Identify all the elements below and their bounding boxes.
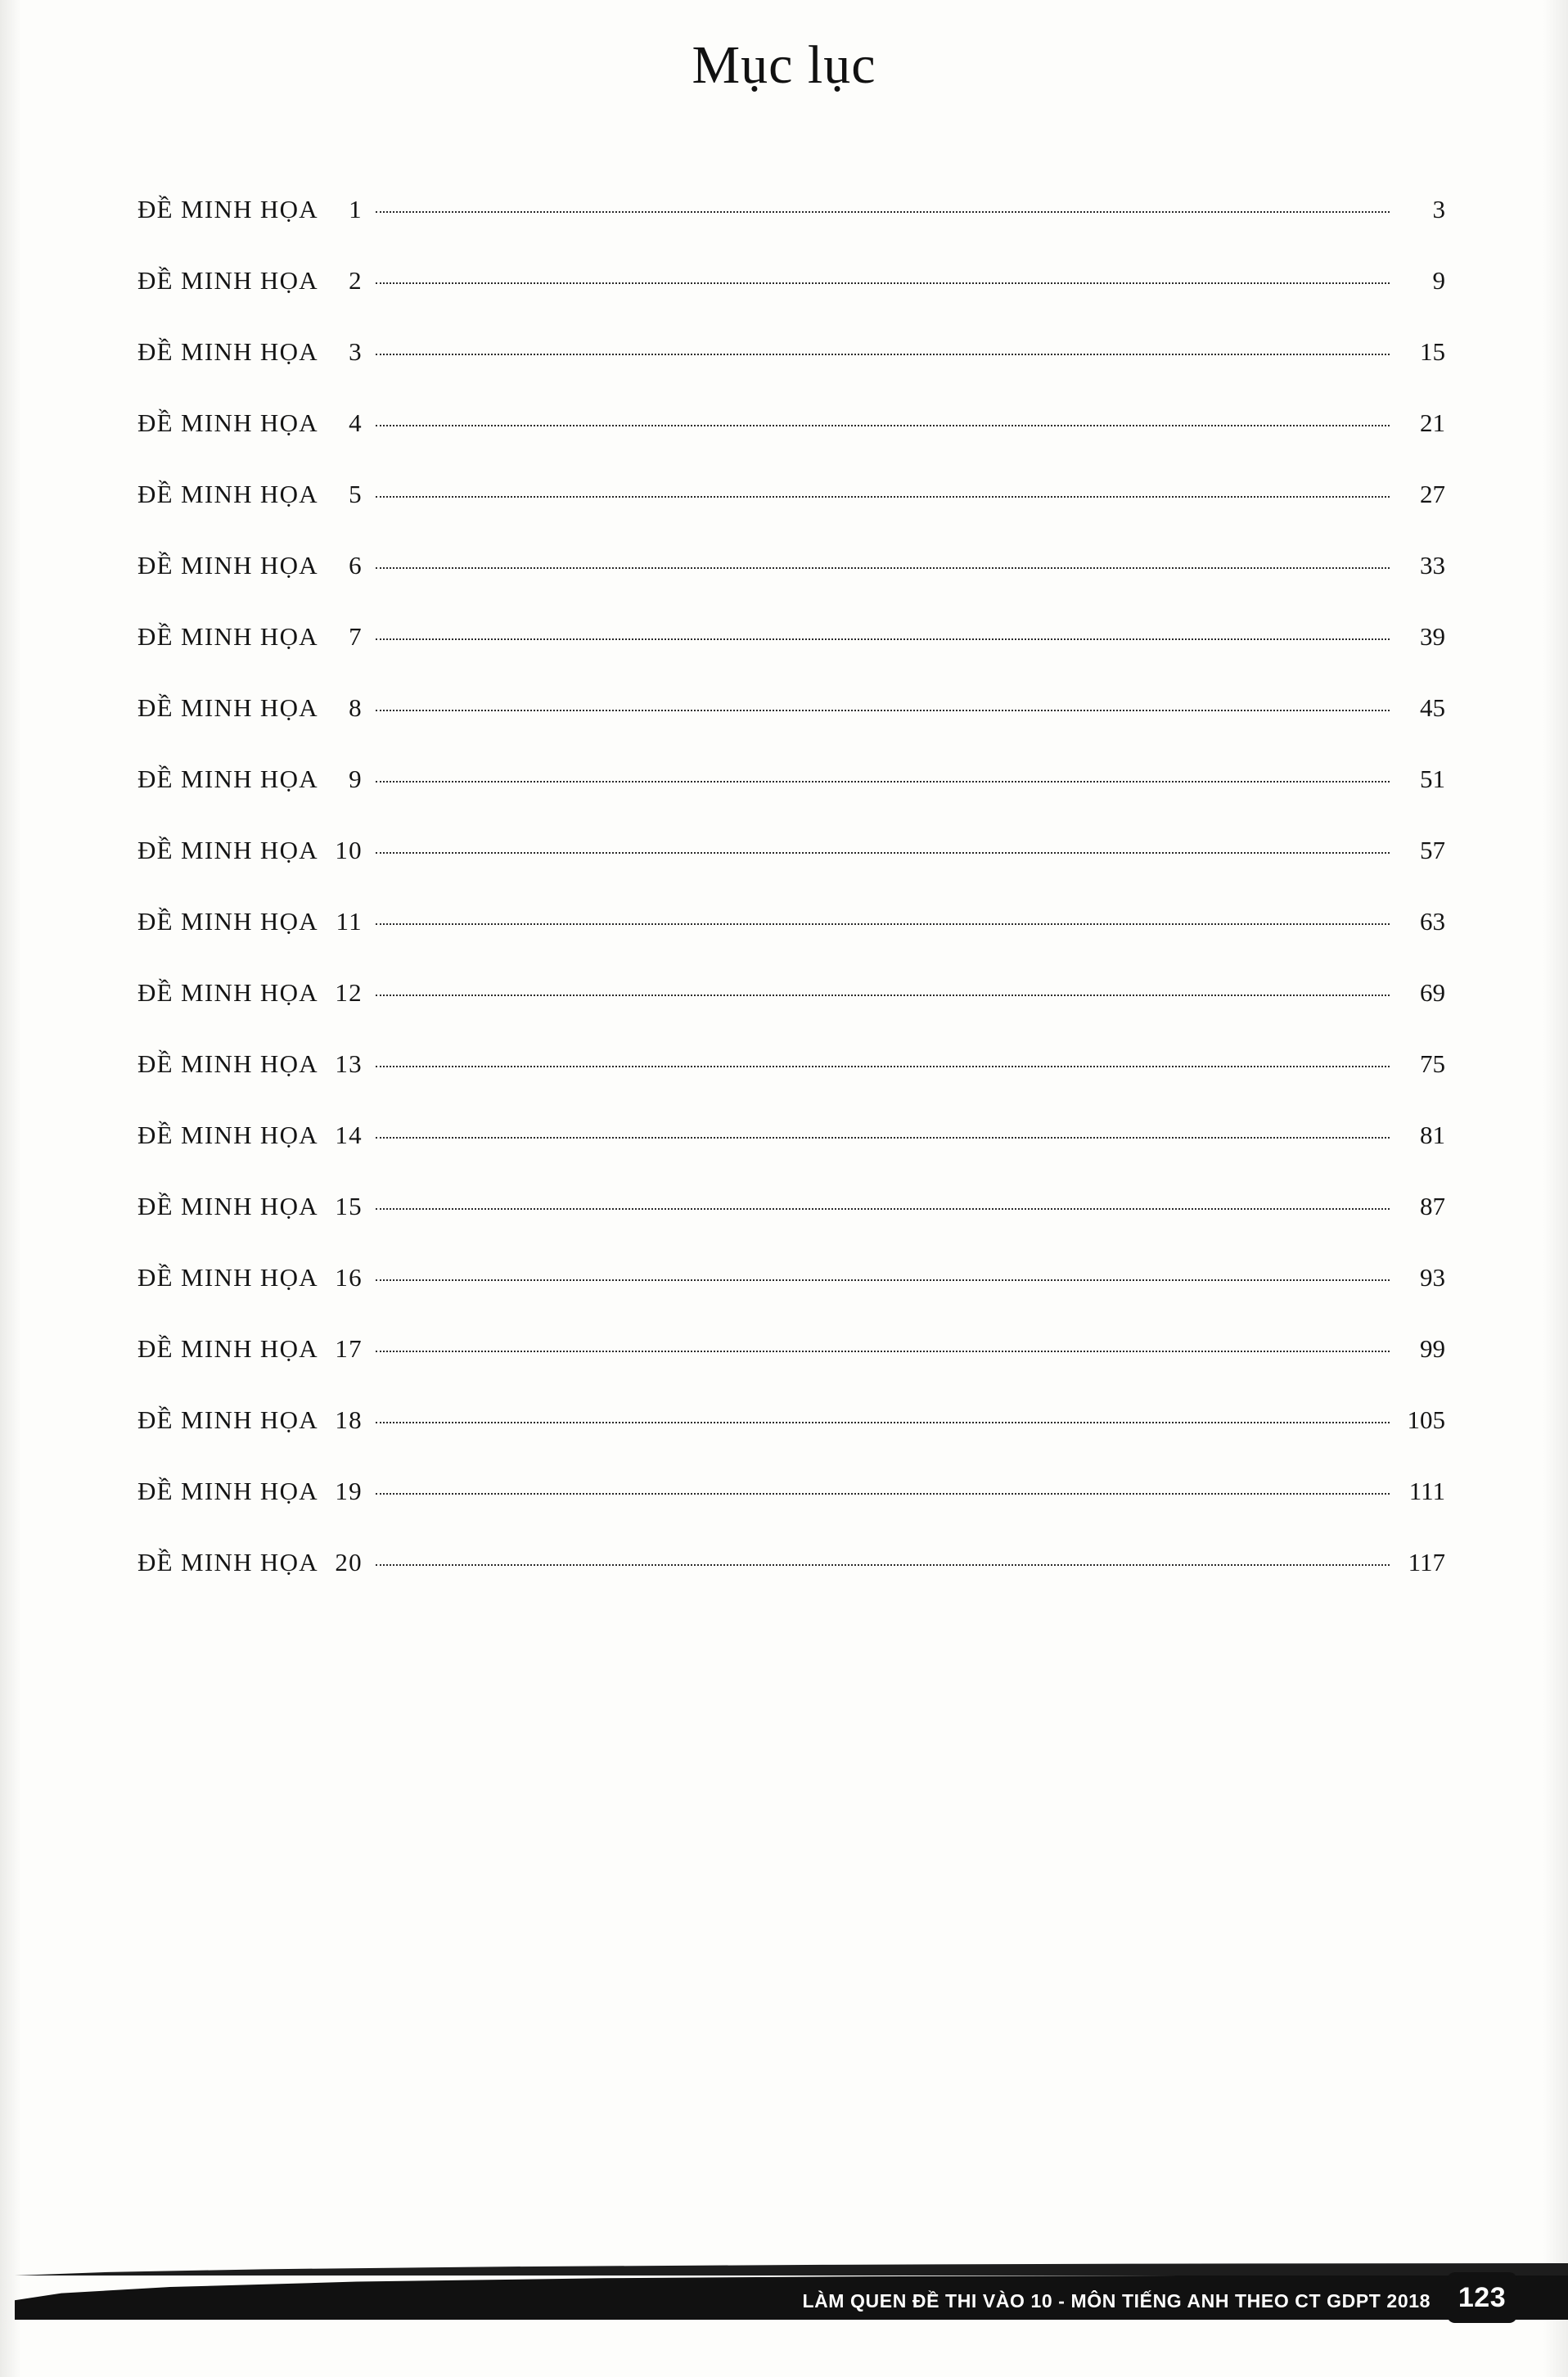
- toc-entry-page: 21: [1420, 408, 1445, 437]
- toc-entry-label: [137, 1192, 363, 1221]
- toc-entry-page: 111: [1408, 1477, 1445, 1505]
- toc-entry-index: 6: [349, 551, 363, 580]
- toc-entry-index: 8: [349, 693, 363, 722]
- toc-entry-title: ĐỀ MINH HỌA: [137, 551, 318, 580]
- toc-entry-title: ĐỀ MINH HỌA: [137, 1121, 318, 1149]
- toc-entry-title: ĐỀ MINH HỌA: [137, 622, 318, 651]
- toc-entry[interactable]: [137, 978, 1445, 1049]
- toc-entry-label: [137, 195, 363, 224]
- toc-dot-leader: [376, 780, 1390, 783]
- toc-dot-leader: [376, 1350, 1390, 1352]
- toc-entry-index: 13: [335, 1049, 363, 1078]
- toc-entry-title: ĐỀ MINH HỌA: [137, 1548, 318, 1576]
- toc-entry-label: [137, 337, 363, 367]
- toc-entry-page: 81: [1420, 1121, 1445, 1149]
- toc-entry[interactable]: [137, 1049, 1445, 1121]
- toc-entry-index: 5: [349, 480, 363, 508]
- toc-dot-leader: [376, 709, 1390, 711]
- toc-entry-title: ĐỀ MINH HỌA: [137, 1334, 318, 1363]
- toc-entry-label: [137, 836, 363, 865]
- toc-dot-leader: [376, 1207, 1390, 1210]
- page-footer: [0, 2241, 1568, 2339]
- toc-dot-leader: [376, 353, 1390, 355]
- toc-entry-index: 14: [335, 1121, 363, 1149]
- toc-entry-title: ĐỀ MINH HỌA: [137, 765, 318, 793]
- toc-entry[interactable]: [137, 836, 1445, 907]
- toc-entry-index: 3: [349, 337, 363, 366]
- toc-entry[interactable]: [137, 765, 1445, 836]
- toc-entry-title: ĐỀ MINH HỌA: [137, 978, 318, 1007]
- toc-entry-label: [137, 978, 363, 1008]
- toc-dot-leader: [376, 1279, 1390, 1281]
- toc-dot-leader: [376, 566, 1390, 569]
- toc-entry-title: ĐỀ MINH HỌA: [137, 337, 318, 366]
- toc-entry-label: [137, 765, 363, 794]
- toc-dot-leader: [376, 851, 1390, 854]
- footer-title: LÀM QUEN ĐỀ THI VÀO 10 - MÔN TIẾNG ANH THEO CT GDPT 2018: [802, 2290, 1431, 2312]
- toc-entry-title: ĐỀ MINH HỌA: [137, 266, 318, 295]
- toc-entry-index: 2: [349, 266, 363, 295]
- toc-entry-index: 1: [349, 195, 363, 223]
- toc-entry-label: [137, 907, 363, 936]
- toc-entry-page: 63: [1420, 907, 1445, 936]
- toc-entry[interactable]: [137, 1121, 1445, 1192]
- toc-entry-page: 69: [1420, 978, 1445, 1007]
- toc-entry-title: ĐỀ MINH HỌA: [137, 1477, 318, 1505]
- toc-entry[interactable]: [137, 693, 1445, 765]
- toc-dot-leader: [376, 1492, 1390, 1495]
- toc-entry-label: [137, 1334, 363, 1364]
- toc-entry-page: 33: [1420, 551, 1445, 580]
- toc-dot-leader: [376, 1563, 1390, 1566]
- toc-entry-index: 9: [349, 765, 363, 793]
- toc-entry-index: 10: [335, 836, 363, 864]
- toc-entry-page: 117: [1408, 1548, 1445, 1576]
- toc-entry-page: 87: [1420, 1192, 1445, 1220]
- toc-entry-label: [137, 1049, 363, 1079]
- toc-entry-title: ĐỀ MINH HỌA: [137, 907, 318, 936]
- footer-swoosh-thin: [15, 2262, 1568, 2276]
- toc-dot-leader: [376, 424, 1390, 426]
- toc-entry-page: 75: [1420, 1049, 1445, 1078]
- toc-entry-page: 15: [1420, 337, 1445, 366]
- toc-dot-leader: [376, 1421, 1390, 1423]
- toc-entry-label: [137, 480, 363, 509]
- toc-entry-title: ĐỀ MINH HỌA: [137, 408, 318, 437]
- toc-entry-title: ĐỀ MINH HỌA: [137, 1049, 318, 1078]
- toc-dot-leader: [376, 638, 1390, 640]
- toc-entry-index: 19: [335, 1477, 363, 1505]
- toc-entry-label: [137, 551, 363, 580]
- toc-entry-index: 15: [335, 1192, 363, 1220]
- toc-entry[interactable]: [137, 1477, 1445, 1548]
- toc-entry-title: ĐỀ MINH HỌA: [137, 836, 318, 864]
- toc-entry[interactable]: [137, 622, 1445, 693]
- toc-entry-title: ĐỀ MINH HỌA: [137, 693, 318, 722]
- toc-entry[interactable]: [137, 1405, 1445, 1477]
- toc-entry[interactable]: [137, 1334, 1445, 1405]
- toc-entry-page: 45: [1420, 693, 1445, 722]
- toc-entry-page: 57: [1420, 836, 1445, 864]
- toc-entry[interactable]: [137, 907, 1445, 978]
- toc-entry[interactable]: [137, 1192, 1445, 1263]
- toc-entry-label: [137, 1405, 363, 1435]
- toc-dot-leader: [376, 922, 1390, 925]
- toc-entry-page: 51: [1420, 765, 1445, 793]
- scan-edge-left: [0, 0, 21, 2377]
- toc-entry-label: [137, 266, 363, 295]
- toc-entry-index: 20: [335, 1548, 363, 1576]
- toc-entry[interactable]: [137, 408, 1445, 480]
- toc-entry[interactable]: [137, 1263, 1445, 1334]
- toc-dot-leader: [376, 210, 1390, 213]
- toc-entry-label: [137, 1263, 363, 1292]
- toc-entry-page: 93: [1420, 1263, 1445, 1292]
- toc-entry-label: [137, 1548, 363, 1577]
- toc-entry-label: [137, 1121, 363, 1150]
- toc-entry-label: [137, 693, 363, 723]
- toc-dot-leader: [376, 994, 1390, 996]
- toc-dot-leader: [376, 495, 1390, 498]
- footer-page-number: 123: [1447, 2272, 1517, 2323]
- toc-entry-page: 105: [1407, 1405, 1445, 1434]
- toc-entry[interactable]: [137, 337, 1445, 408]
- toc-entry-page: 99: [1420, 1334, 1445, 1363]
- toc-entry-label: [137, 408, 363, 438]
- toc-entry-index: 11: [336, 907, 363, 936]
- toc-entry-index: 18: [335, 1405, 363, 1434]
- toc-entry-page: 9: [1432, 266, 1445, 295]
- toc-entry-index: 7: [349, 622, 363, 651]
- toc-entry[interactable]: [137, 1548, 1445, 1619]
- toc-dot-leader: [376, 1065, 1390, 1067]
- toc-dot-leader: [376, 1136, 1390, 1139]
- toc-entry-title: ĐỀ MINH HỌA: [137, 480, 318, 508]
- toc-entry[interactable]: [137, 480, 1445, 551]
- toc-entry-index: 16: [335, 1263, 363, 1292]
- toc-entry-title: ĐỀ MINH HỌA: [137, 195, 318, 223]
- toc-entry-page: 3: [1432, 195, 1445, 223]
- toc-entry-label: [137, 622, 363, 652]
- toc-entry[interactable]: [137, 266, 1445, 337]
- toc-dot-leader: [376, 282, 1390, 284]
- toc-entry-page: 39: [1420, 622, 1445, 651]
- toc-entry-title: ĐỀ MINH HỌA: [137, 1263, 318, 1292]
- toc-entry-page: 27: [1420, 480, 1445, 508]
- page-title: Mục lục: [692, 35, 876, 95]
- toc-entry-title: ĐỀ MINH HỌA: [137, 1192, 318, 1220]
- toc-entry-index: 4: [349, 408, 363, 437]
- toc-entry[interactable]: [137, 195, 1445, 266]
- toc-entry-index: 12: [335, 978, 363, 1007]
- toc-entry-label: [137, 1477, 363, 1506]
- toc-entry-index: 17: [335, 1334, 363, 1363]
- scan-edge-right: [1543, 0, 1568, 2377]
- toc-entry-title: ĐỀ MINH HỌA: [137, 1405, 318, 1434]
- table-of-contents: [137, 195, 1445, 1619]
- toc-entry[interactable]: [137, 551, 1445, 622]
